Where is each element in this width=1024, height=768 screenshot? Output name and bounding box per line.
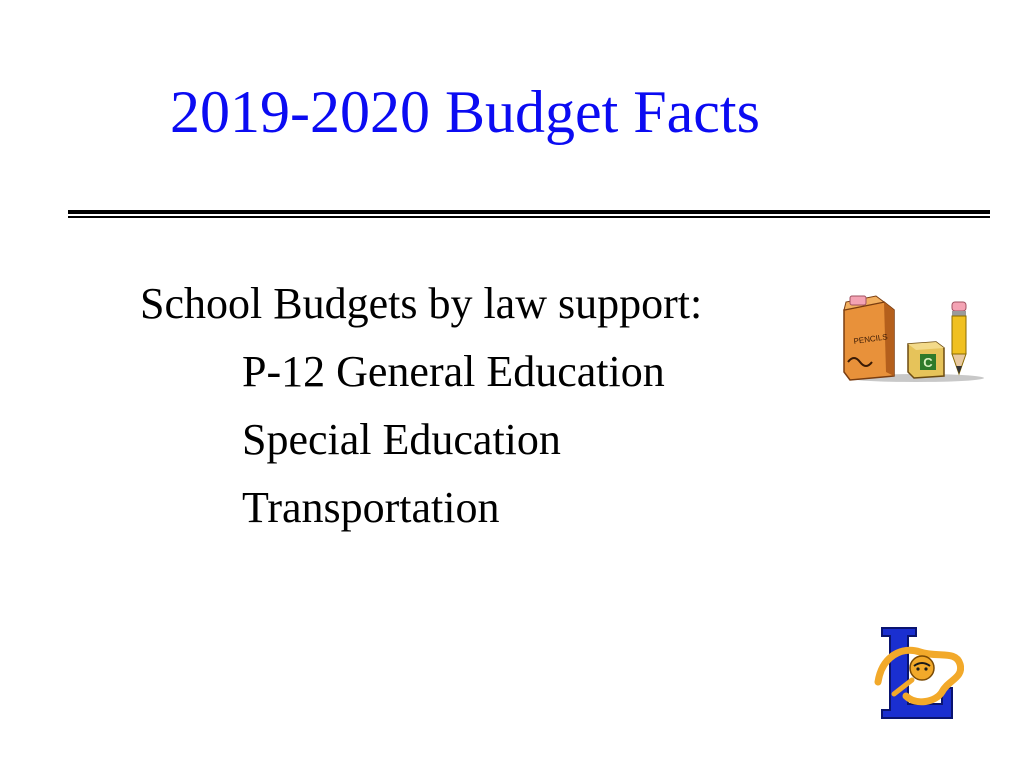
logo-mascot-eye	[916, 667, 919, 670]
school-logo-icon	[872, 622, 964, 722]
alphabet-block-letter: C	[923, 355, 933, 370]
slide-title: 2019-2020 Budget Facts	[170, 79, 760, 145]
pencil-lead	[956, 366, 962, 374]
lead-text: School Budgets by law support:	[140, 279, 703, 328]
logo-mascot-head	[910, 656, 934, 680]
box-eraser	[850, 296, 866, 305]
title-divider-thin	[68, 216, 990, 218]
list-item: P-12 General Education	[242, 347, 665, 396]
list-item: Transportation	[242, 483, 500, 532]
list-item: Special Education	[242, 415, 561, 464]
title-divider-thick	[68, 210, 990, 214]
logo-mascot-eye	[924, 667, 927, 670]
pencil-eraser	[952, 302, 966, 311]
pencil-ferrule	[952, 311, 966, 316]
school-supplies-icon	[836, 292, 986, 384]
pencil-box-label: PENCILS	[853, 332, 889, 346]
pencil-body	[952, 316, 966, 354]
